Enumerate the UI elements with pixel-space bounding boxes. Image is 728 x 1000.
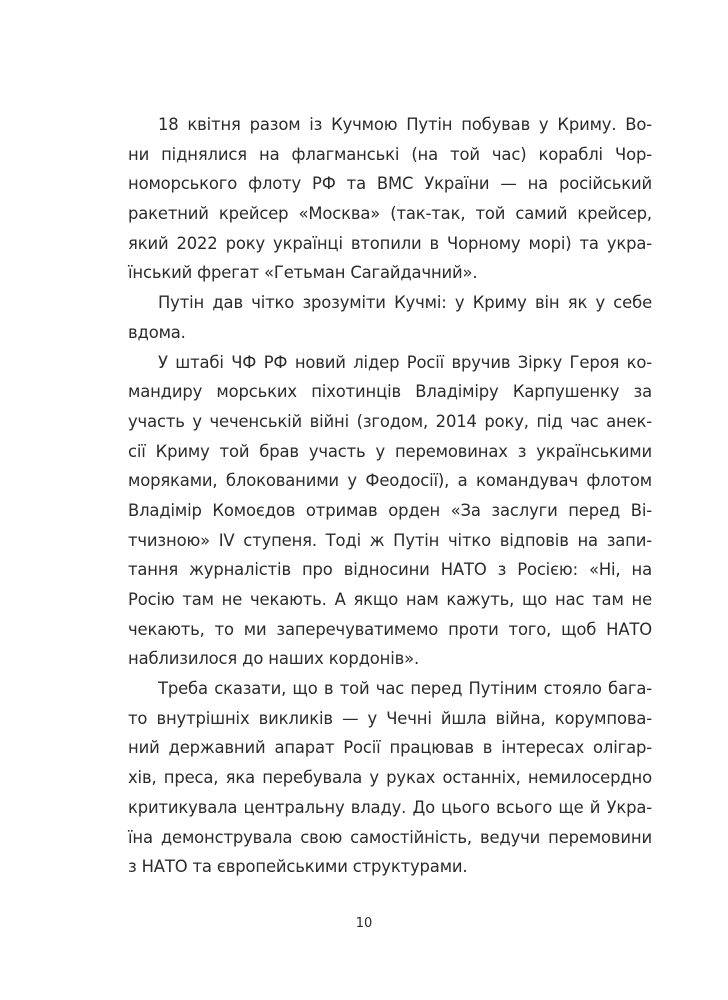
text-line: їна демонструвала свою самостійність, ведучи перемовини: [128, 827, 652, 847]
text-line: Треба сказати, що в той час перед Путіним стояло бага-: [158, 679, 652, 699]
text-line: хів, преса, яка перебувала у руках останніх, немилосердно: [128, 768, 652, 788]
page-number: 10: [355, 916, 373, 931]
text-line: ракетний крейсер «Москва» (так-так, той самий крейсер,: [128, 204, 652, 224]
text-line: який 2022 року українці втопили в Чорному морі) та укра-: [128, 233, 652, 253]
text-line: ни піднялися на флагманські (на той час) кораблі Чор-: [128, 144, 652, 164]
text-line: Путін дав чітко зрозуміти Кучмі: у Криму він як у себе: [158, 293, 652, 313]
text-line: чекають, то ми заперечуватимемо проти того, щоб НАТО: [128, 619, 652, 639]
text-line: Владімір Комоєдов отримав орден «За заслуги перед Ві-: [128, 500, 652, 520]
text-line: сії Криму той брав участь у перемовинах з українськими: [128, 441, 652, 461]
paragraph-1: [128, 110, 652, 288]
paragraph-3: [128, 348, 652, 675]
text-line: тання журналістів про відносини НАТО з Росією: «Ні, на: [128, 560, 652, 580]
body-text: [128, 110, 652, 882]
text-line: то внутрішніх викликів — у Чечні йшла війна, корумпова-: [128, 708, 652, 728]
paragraph-4: [128, 674, 652, 882]
text-line: наблизилося до наших кордонів».: [128, 649, 420, 669]
text-line: мандиру морських піхотинців Владіміру Карпушенку за: [128, 382, 652, 402]
text-line: їнський фрегат «Гетьман Сагайдачний».: [128, 263, 478, 283]
text-line: ний державний апарат Росії працював в інтересах олігар-: [128, 738, 652, 758]
text-line: з НАТО та європейськими структурами.: [128, 857, 468, 877]
text-line: номорського флоту РФ та ВМС України — на російський: [128, 174, 652, 194]
text-line: У штабі ЧФ РФ новий лідер Росії вручив Зірку Героя ко-: [158, 352, 652, 372]
text-line: участь у чеченській війні (згодом, 2014 року, під час анек-: [128, 411, 652, 431]
text-line: тчизною» IV ступеня. Тоді ж Путін чітко відповів на запи-: [128, 530, 652, 550]
text-line: критикувала центральну владу. До цього всього ще й Укра-: [128, 797, 652, 817]
text-line: моряками, блокованими у Феодосії), а командувач флотом: [128, 471, 652, 491]
text-line: Росію там не чекають. А якщо нам кажуть, що нас там не: [128, 590, 652, 609]
text-line: 18 квітня разом із Кучмою Путін побував у Криму. Во-: [158, 115, 652, 134]
text-line: вдома.: [128, 322, 186, 342]
paragraph-2: [128, 288, 652, 347]
